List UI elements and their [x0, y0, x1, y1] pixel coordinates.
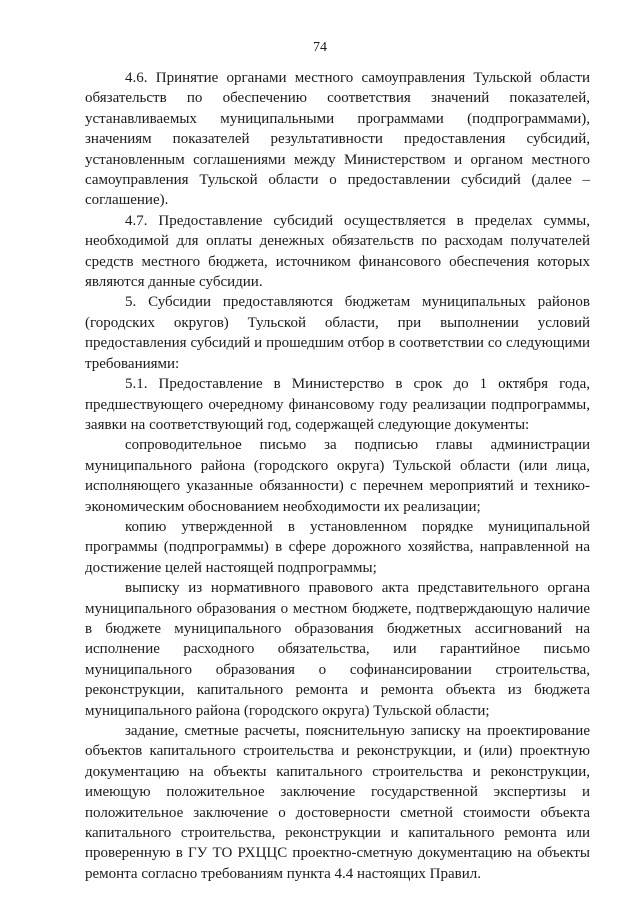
list-item-design-documentation: задание, сметные расчеты, пояснительную записку на проектирование объектов капитального строительства и реконструкции, и (или) проектную документацию на объекты капитального строительства и реконструкции, имеющую положительное заключение государственной экспертизы и положительное заключение о достоверности сметной стоимости объекта капитального строительства, реконструкции и капитального ремонта или проверенную в ГУ ТО РХЦЦС проектно-сметную документацию на объекты ремонта согласно требованиям пункта 4.4 настоящих Правил.: [85, 723, 590, 882]
list-item-cover-letter: сопроводительное письмо за подписью главы администрации муниципального района (городского округа) Тульской области (или лица, исполняющего указанные обязанности) с перечнем мероприятий и технико-экономическим обоснованием необходимости их реализации;: [85, 437, 590, 515]
list-item-program-copy: копию утвержденной в установленном порядке муниципальной программы (подпрограммы) в сфере дорожного хозяйства, направленной на достижение целей настоящей подпрограммы;: [85, 518, 590, 576]
paragraph-4-6: 4.6. Принятие органами местного самоуправления Тульской области обязательств по обеспечению соответствия значений показателей, устанавливаемых муниципальными программами (подпрограммами), значениям показателей результативности предоставления субсидий, установленным соглашениями между Министерством и органом местного самоуправления Тульской области о предоставлении субсидий (далее – соглашение).: [85, 70, 590, 209]
paragraph-5: 5. Субсидии предоставляются бюджетам муниципальных районов (городских округов) Тульской области, при выполнении условий предоставления субсидий и прошедшим отбор в соответствии со следующими требованиями:: [85, 294, 590, 372]
page-number: 74: [313, 40, 327, 55]
list-item-budget-extract: выписку из нормативного правового акта представительного органа муниципального образования о местном бюджете, подтверждающую наличие в бюджете муниципального образования бюджетных ассигнований на исполнение расходного обязательства, или гарантийное письмо муниципального образования о софинансировании строительства, реконструкции, капитального ремонта и ремонта объекта из бюджета муниципального района (городского округа) Тульской области;: [85, 580, 590, 719]
paragraph-5-1: 5.1. Предоставление в Министерство в срок до 1 октября года, предшествующего очередному финансовому году реализации подпрограммы, заявки на соответствующий год, содержащей следующие документы:: [85, 376, 590, 433]
body-text: [85, 68, 590, 884]
paragraph-4-7: 4.7. Предоставление субсидий осуществляется в пределах суммы, необходимой для оплаты денежных обязательств по расходам получателей средств местного бюджета, источником финансового обеспечения которых являются данные субсидии.: [85, 212, 590, 291]
